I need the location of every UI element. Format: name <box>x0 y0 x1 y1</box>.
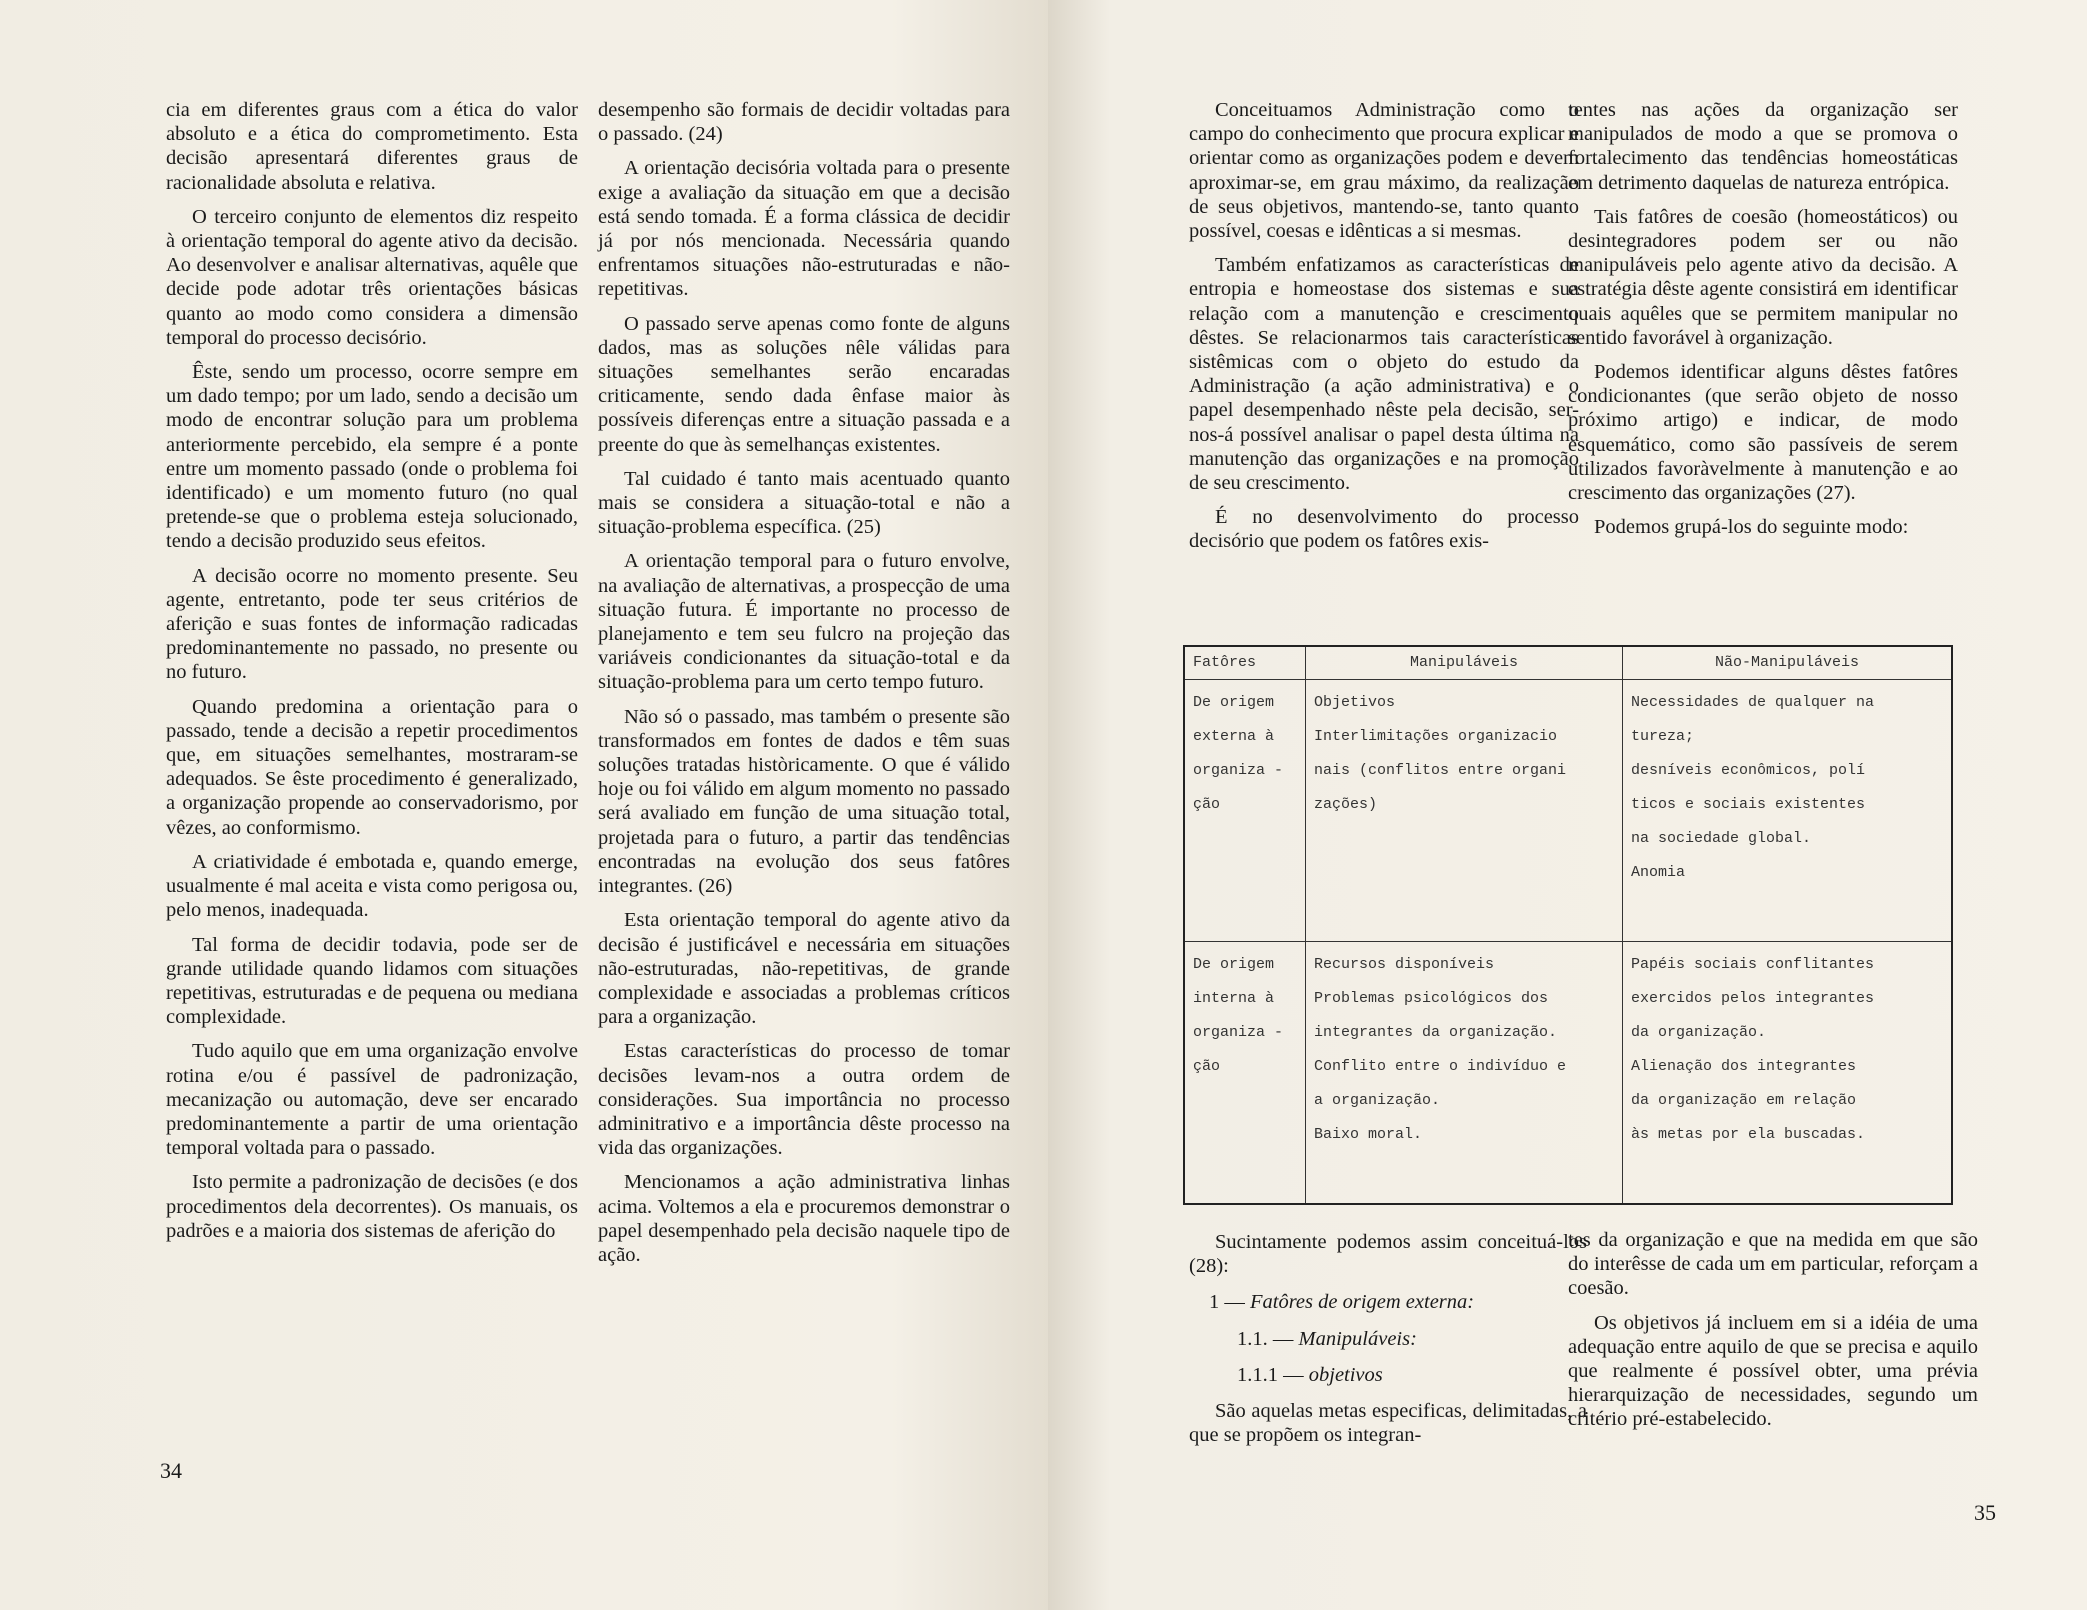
right-page-column-1 <box>1189 98 1579 564</box>
cell-line: Problemas psicológicos dos <box>1314 989 1549 1007</box>
outline-number: 1 — <box>1209 1291 1245 1314</box>
table-cell-non-manipulable <box>1623 680 1953 942</box>
outline-item <box>1189 1290 1587 1314</box>
cell-line: Baixo moral. <box>1314 1125 1423 1143</box>
paragraph: Tais fatôres de coesão (homeostáticos) ou desintegradores podem ser ou não manipuláveis pelo agente ativo da decisão. A estratégia dêste agente consistirá em identificar quais aquêles que se permitem manipular no sentido favorável à organização. <box>1568 205 1958 349</box>
cell-line: Anomia <box>1631 864 1686 881</box>
table-header-row <box>1184 646 1952 680</box>
paragraph: Tal cuidado é tanto mais acentuado quanto mais se considera a situação-total e não a situação-problema específica. (25) <box>598 467 1010 539</box>
cell-line: integrantes da organização. <box>1314 1023 1558 1041</box>
table-row <box>1184 680 1952 942</box>
cell-line: ção <box>1193 1057 1221 1075</box>
paragraph: Esta orientação temporal do agente ativo da decisão é justificável e necessária em situações não-estruturadas, não-repetitivas, de grande complexidade e associadas a problemas críticos para a organização. <box>598 909 1010 1029</box>
cell-line: organiza - <box>1193 762 1284 779</box>
factors-table <box>1183 645 1953 1205</box>
paragraph: Tudo aquilo que em uma organização envolve rotina e/ou é passível de padronização, mecanização ou automação, deve ser encarado predominantemente a partir de uma orientação temporal voltada para o passado. <box>166 1040 578 1160</box>
paragraph: Isto permite a padronização de decisões (e dos procedimentos dela decorrentes). Os manuais, os padrões e a maioria dos sistemas de aferição do <box>166 1171 578 1242</box>
table-cell-manipulable <box>1306 680 1623 942</box>
table-row <box>1184 941 1952 1204</box>
cell-line: Alienação dos integrantes <box>1631 1057 1857 1075</box>
table-cell-non-manipulable <box>1623 941 1953 1204</box>
cell-line: ticos e sociais existentes <box>1631 796 1866 813</box>
paragraph: Mencionamos a ação administrativa linhas acima. Voltemos a ela e procuremos demonstrar o papel desempenhado pela decisão naquele tipo de ação. <box>598 1171 1010 1266</box>
cell-line: nais (conflitos entre organi <box>1314 762 1567 779</box>
cell-line: De origem <box>1193 694 1275 711</box>
table-cell-factor <box>1184 941 1306 1204</box>
cell-line: interna à <box>1193 989 1275 1007</box>
outline-text: Fatôres de origem externa: <box>1250 1291 1475 1314</box>
cell-line: zações) <box>1314 796 1378 813</box>
paragraph: A orientação decisória voltada para o presente exige a avaliação da situação em que a decisão está sendo tomada. É a forma clássica de decidir já por nós mencionada. Necessária quando enfrentamos situações não-estruturadas e não-repetitivas. <box>598 157 1010 301</box>
header-non-manipulable: Não-Manipuláveis <box>1623 646 1953 680</box>
cell-line: tureza; <box>1631 728 1695 745</box>
outline-number: 1.1. — <box>1237 1327 1294 1350</box>
cell-line: Objetivos <box>1314 694 1396 711</box>
paragraph: Conceituamos Administração como o campo do conhecimento que procura explicar e orientar como as organizações podem e devem aproximar-se, em grau máximo, da realização de seus objetivos, mantendo-se, tanto quanto possível, coesas e idênticas a si mesmas. <box>1189 99 1579 243</box>
page-number: 34 <box>160 1458 182 1483</box>
paragraph: Estas características do processo de tomar decisões levam-nos a outra ordem de considerações. Sua importância no processo adminitrativo e a importância dêste processo na vida das organizações. <box>598 1040 1010 1160</box>
left-page-column-2 <box>598 98 1010 1277</box>
cell-line: a organização. <box>1314 1091 1441 1109</box>
paragraph: Podemos grupá-los do seguinte modo: <box>1594 516 1909 539</box>
paragraph: Êste, sendo um processo, ocorre sempre em um dado tempo; por um lado, sendo a decisão um modo de encontrar solução para um problema anteriormente percebido, ela sempre é a ponte entre um momento passado (onde o problema foi identificado) e um momento futuro (no qual pretende-se que o problema esteja solucionado, tendo a decisão produzido seus efeitos. <box>166 361 578 553</box>
right-page-column-2 <box>1568 98 1958 549</box>
paragraph: É no desenvolvimento do processo decisório que podem os fatôres exis- <box>1189 506 1579 553</box>
paragraph: Tal forma de decidir todavia, pode ser de grande utilidade quando lidamos com situações repetitivas, estruturadas e de pequena ou mediana complexidade. <box>166 933 578 1029</box>
right-page-lower-column-2 <box>1568 1228 1978 1442</box>
paragraph: tes da organização e que na medida em que são do interêsse de cada um em particular, reforçam a coesão. <box>1568 1229 1978 1300</box>
paragraph: São aquelas metas especificas, delimitadas, a que se propõem os integran- <box>1189 1400 1587 1447</box>
paragraph: Os objetivos já incluem em si a idéia de uma adequação entre aquilo de que se precisa e aquilo que realmente é possível obter, uma prévia hierarquização de necessidades, segundo um critério pré-estabelecido. <box>1568 1311 1978 1431</box>
right-page <box>1048 0 2087 1610</box>
paragraph: A orientação temporal para o futuro envolve, na avaliação de alternativas, a prospecção de uma situação futura. É importante no processo de planejamento e tem seu fulcro na projeção das variáveis condicionantes da situação-total e da situação-problema para um certo tempo futuro. <box>598 550 1010 694</box>
cell-line: às metas por ela buscadas. <box>1631 1125 1866 1143</box>
cell-line: Interlimitações organizacio <box>1314 728 1558 745</box>
cell-line: da organização. <box>1631 1023 1767 1041</box>
outline-item <box>1189 1327 1587 1351</box>
paragraph: cia em diferentes graus com a ética do valor absoluto e a ética do comprometimento. Esta decisão apresentará diferentes graus de racionalidade absoluta e relativa. <box>166 99 578 194</box>
paragraph: Também enfatizamos as características de entropia e homeostase dos sistemas e sua relação com a manutenção e crescimento dêstes. Se relacionarmos tais características sistêmicas com o objeto do estudo da Administração (a ação administrativa) e o papel desempenhado nêste pela decisão, ser-nos-á possível analisar o papel desta última na manutenção das organizações e na promoção de seu crescimento. <box>1189 254 1579 495</box>
outline-text: objetivos <box>1308 1363 1383 1386</box>
cell-line: Recursos disponíveis <box>1314 955 1495 973</box>
outline-number: 1.1.1 — <box>1237 1363 1304 1386</box>
header-factors: Fatôres <box>1184 646 1306 680</box>
paragraph: Sucintamente podemos assim conceituá-los (28): <box>1189 1231 1587 1278</box>
cell-line: na sociedade global. <box>1631 830 1812 847</box>
cell-line: da organização em relação <box>1631 1091 1857 1109</box>
header-manipulable: Manipuláveis <box>1306 646 1623 680</box>
left-page-column-1 <box>166 98 578 1253</box>
paragraph: O terceiro conjunto de elementos diz respeito à orientação temporal do agente ativo da decisão. Ao desenvolver e analisar alternativas, aquêle que decide pode adotar três orientações básicas quanto ao modo como considera a dimensão temporal do processo decisório. <box>166 205 578 349</box>
page-number: 35 <box>1974 1500 1996 1525</box>
cell-line: externa à <box>1193 728 1275 745</box>
cell-line: ção <box>1193 796 1221 813</box>
cell-line: De origem <box>1193 955 1275 973</box>
cell-line: Necessidades de qualquer na <box>1631 694 1875 711</box>
table-cell-factor <box>1184 680 1306 942</box>
outline-text: Manipuláveis: <box>1298 1327 1417 1350</box>
cell-line: organiza - <box>1193 1023 1284 1041</box>
paragraph: A decisão ocorre no momento presente. Seu agente, entretanto, pode ter seus critérios de aferição e suas fontes de informação radicadas predominantemente no passado, no presente ou no futuro. <box>166 564 578 684</box>
paragraph: desempenho são formais de decidir voltadas para o passado. (24) <box>598 99 1010 146</box>
cell-line: desníveis econômicos, polí <box>1631 762 1866 779</box>
cell-line: Conflito entre o indivíduo e <box>1314 1057 1567 1075</box>
paragraph: Não só o passado, mas também o presente são transformados em fontes de dados e têm suas soluções tratadas històricamente. O que é válido hoje ou foi válido em algum momento no passado será avaliado em função de uma situação total, projetada para o futuro, a partir das tendências encontradas na evolução dos seus fatôres integrantes. (26) <box>598 705 1010 898</box>
right-page-lower-column-1 <box>1189 1230 1587 1457</box>
paragraph: Quando predomina a orientação para o passado, tende a decisão a repetir procedimentos que, em situações semelhantes, mostraram-se adequados. Se êste procedimento é generalizado, a organização propende ao conservadorismo, por vêzes, ao conformismo. <box>166 695 578 839</box>
cell-line: exercidos pelos integrantes <box>1631 989 1875 1007</box>
paragraph: O passado serve apenas como fonte de alguns dados, mas as soluções nêle válidas para situações semelhantes serão encaradas criticamente, sendo dada ênfase maior às possíveis diferenças entre a situação passada e a preente do que às semelhanças existentes. <box>598 312 1010 456</box>
cell-line: Papéis sociais conflitantes <box>1631 955 1875 973</box>
outline-item <box>1189 1363 1587 1387</box>
paragraph: Podemos identificar alguns dêstes fatôres condicionantes (que serão objeto de nosso próximo artigo) e indicar, de modo esquemático, como são passíveis de serem utilizados favoràvelmente à manutenção e ao crescimento das organizações (27). <box>1568 361 1958 505</box>
paragraph: A criatividade é embotada e, quando emerge, usualmente é mal aceita e vista como perigosa ou, pelo menos, inadequada. <box>166 850 578 922</box>
paragraph: tentes nas ações da organização ser manipulados de modo a que se promova o fortalecimento das tendências homeostáticas em detrimento daquelas de natureza entrópica. <box>1568 99 1958 194</box>
table-cell-manipulable <box>1306 941 1623 1204</box>
